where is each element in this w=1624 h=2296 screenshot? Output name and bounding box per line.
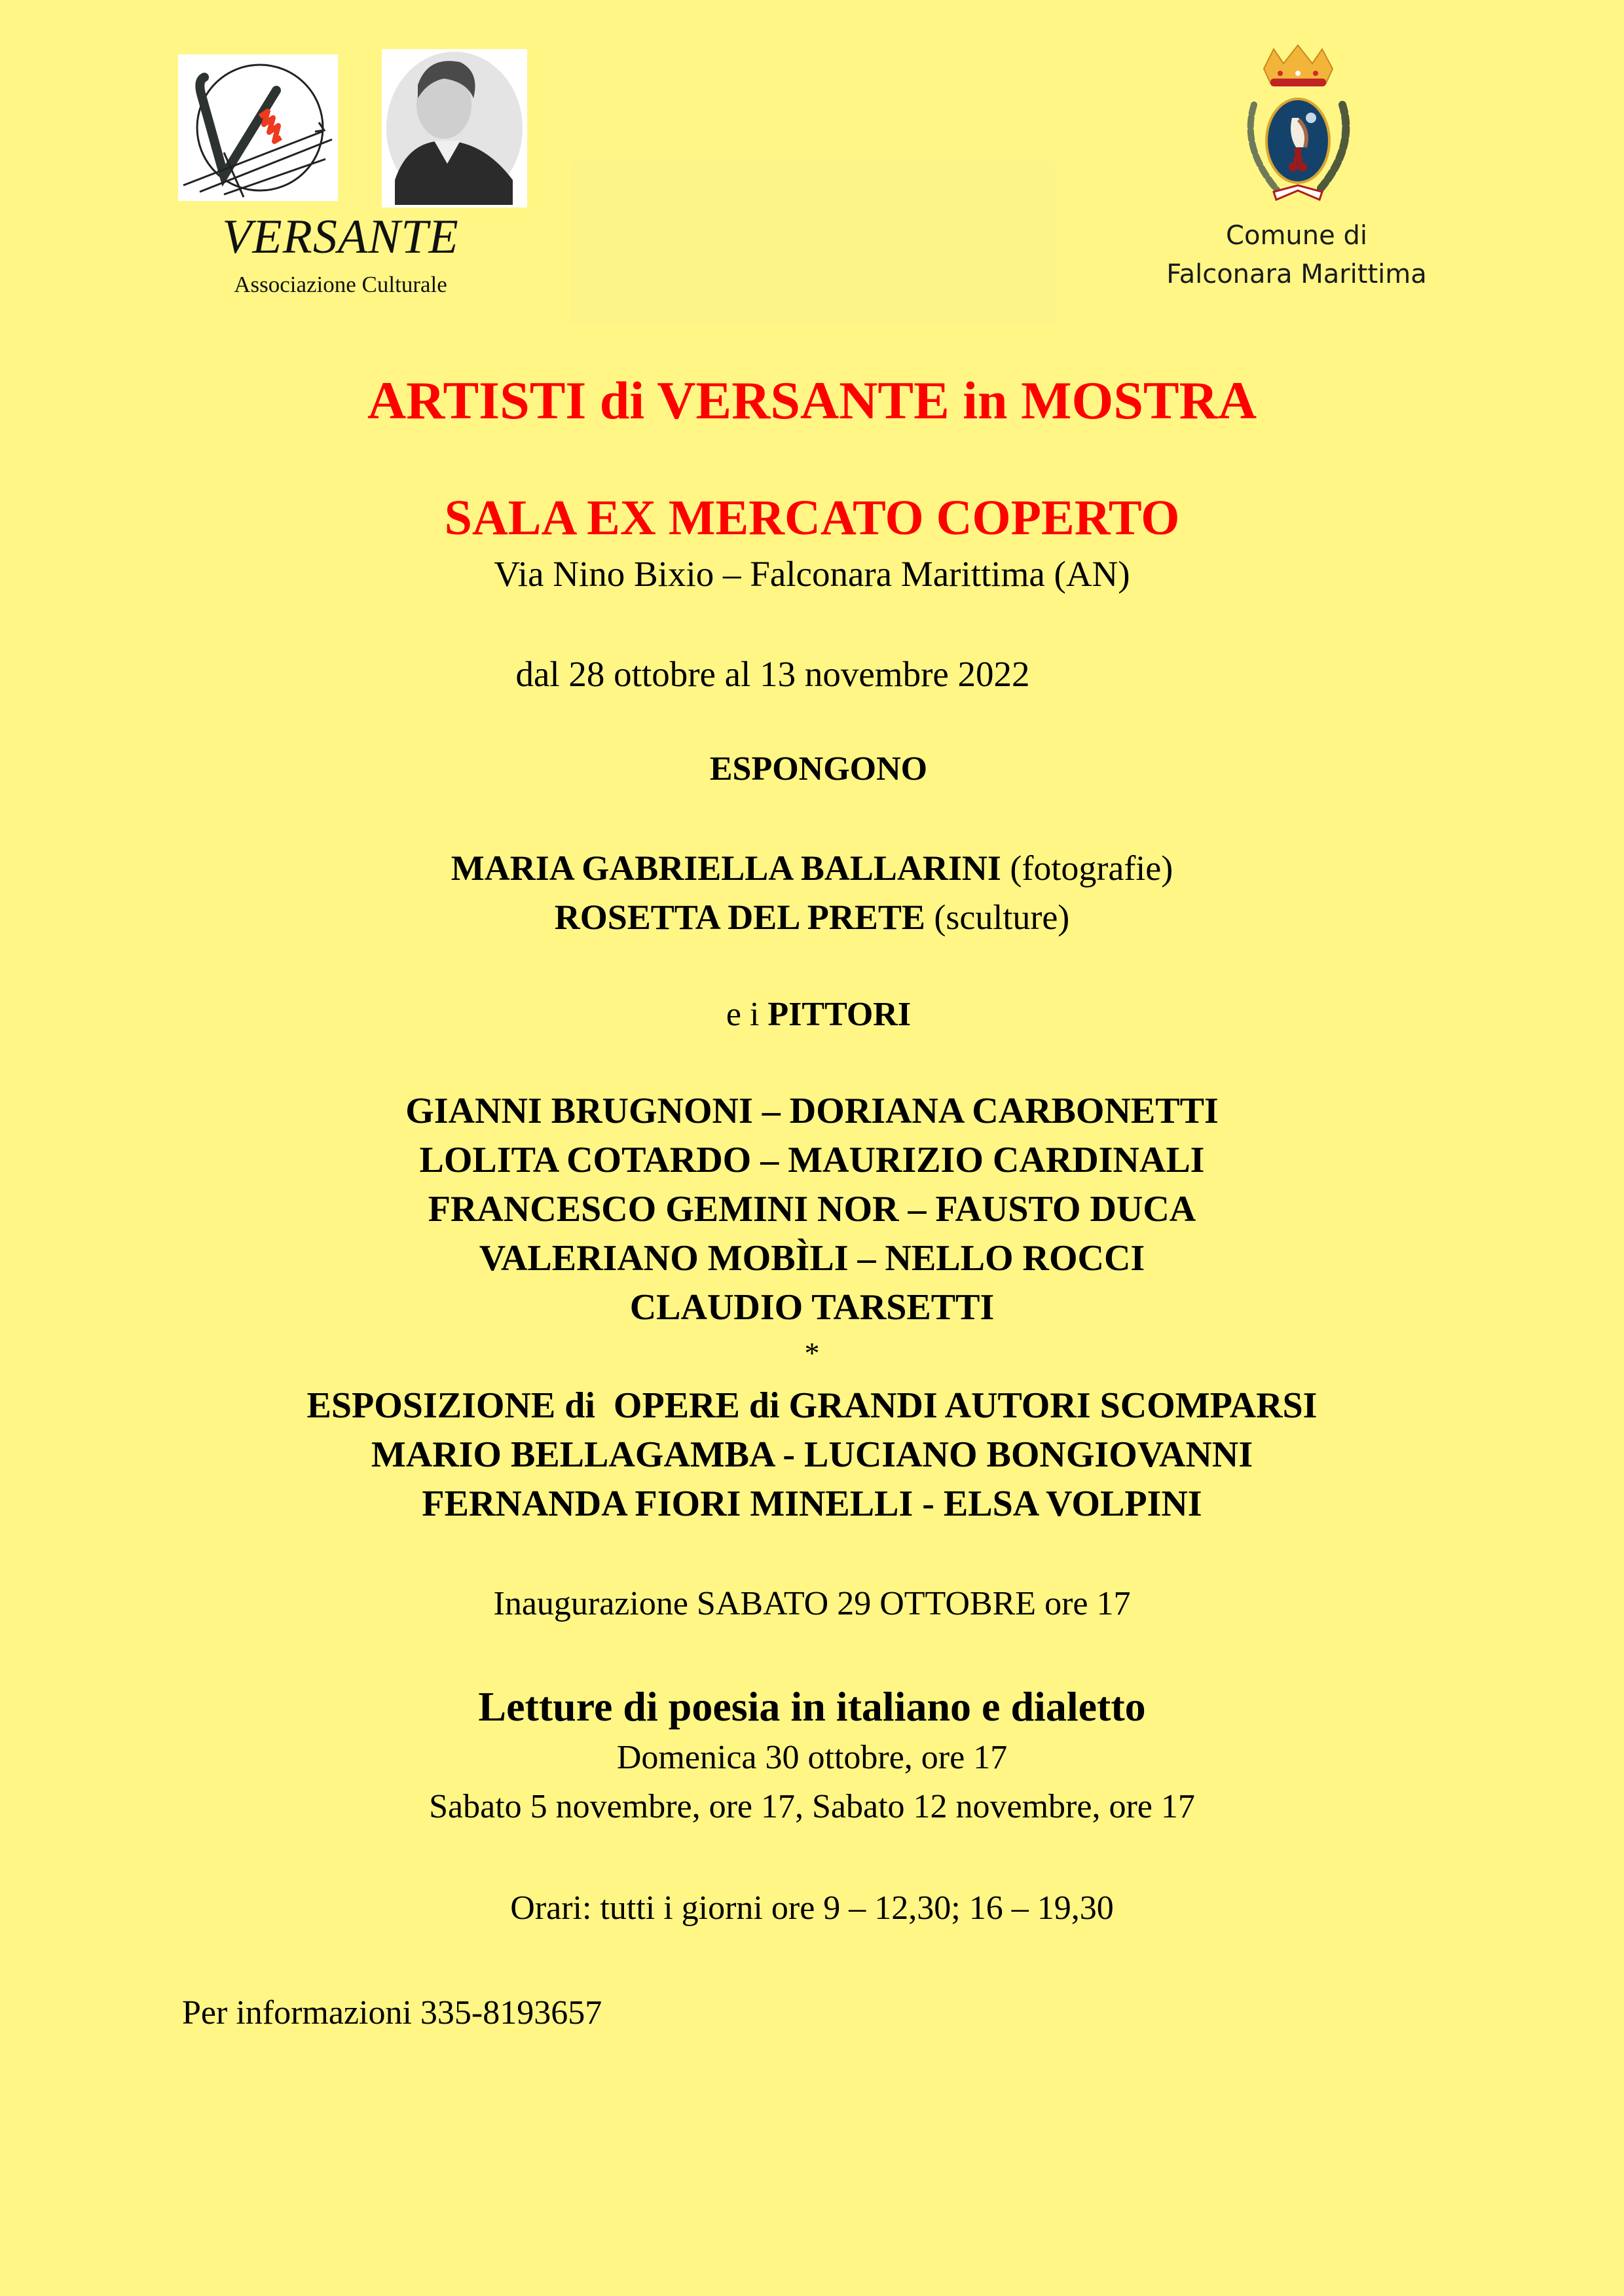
- retrospective-artists: MARIO BELLAGAMBA - LUCIANO BONGIOVANNI: [371, 1434, 1253, 1475]
- featured-artist-name: MARIA GABRIELLA BALLARINI: [451, 848, 1001, 888]
- organization-subtitle: Associazione Culturale: [234, 272, 447, 297]
- opening-info: Inaugurazione SABATO 29 OTTOBRE ore 17: [493, 1585, 1131, 1622]
- event-dates: dal 28 ottobre al 13 novembre 2022: [515, 654, 1030, 694]
- reading-date: Domenica 30 ottobre, ore 17: [616, 1739, 1008, 1776]
- exhibitors-heading: ESPONGONO: [709, 750, 928, 788]
- painters-prefix: e i: [726, 996, 760, 1033]
- painter-line: FRANCESCO GEMINI NOR – FAUSTO DUCA: [428, 1189, 1196, 1230]
- contact-info: Per informazioni 335-8193657: [182, 1994, 602, 2032]
- featured-artist-name: ROSETTA DEL PRETE: [554, 898, 925, 937]
- blank-placeholder-area: [570, 161, 1056, 325]
- separator-asterisk: *: [804, 1336, 820, 1370]
- opening-hours: Orari: tutti i giorni ore 9 – 12,30; 16 – 19,30: [510, 1889, 1114, 1927]
- painters-heading: [7, 995, 1624, 1034]
- painter-line: GIANNI BRUGNONI – DORIANA CARBONETTI: [405, 1091, 1219, 1131]
- versante-logo-icon: [178, 54, 338, 201]
- featured-artist-medium: (fotografie): [1010, 848, 1173, 888]
- municipality-line-2: Falconara Marittima: [1166, 259, 1427, 289]
- event-title: ARTISTI di VERSANTE in MOSTRA: [367, 371, 1257, 430]
- featured-artist-medium: (sculture): [934, 898, 1070, 937]
- coat-of-arms-icon: [1228, 43, 1369, 206]
- retrospective-heading: ESPOSIZIONE di OPERE di GRANDI AUTORI SCOMPARSI: [306, 1385, 1318, 1426]
- featured-artist-row: [0, 897, 1624, 938]
- painter-line: VALERIANO MOBÌLI – NELLO ROCCI: [479, 1238, 1145, 1279]
- venue-name: SALA EX MERCATO COPERTO: [444, 490, 1180, 545]
- retrospective-artists: FERNANDA FIORI MINELLI - ELSA VOLPINI: [422, 1484, 1202, 1524]
- painter-line: CLAUDIO TARSETTI: [629, 1287, 995, 1328]
- municipality-line-1: Comune di: [1226, 221, 1367, 251]
- painters-label: PITTORI: [767, 996, 912, 1033]
- painter-line: LOLITA COTARDO – MAURIZIO CARDINALI: [419, 1140, 1205, 1180]
- reading-date: Sabato 5 novembre, ore 17, Sabato 12 novembre, ore 17: [429, 1788, 1195, 1825]
- featured-artist-row: [0, 848, 1624, 888]
- readings-heading: Letture di poesia in italiano e dialetto: [478, 1683, 1146, 1730]
- organization-name: VERSANTE: [222, 210, 459, 264]
- venue-address: Via Nino Bixio – Falconara Marittima (AN): [494, 554, 1130, 594]
- portrait-engraving-icon: [382, 49, 527, 208]
